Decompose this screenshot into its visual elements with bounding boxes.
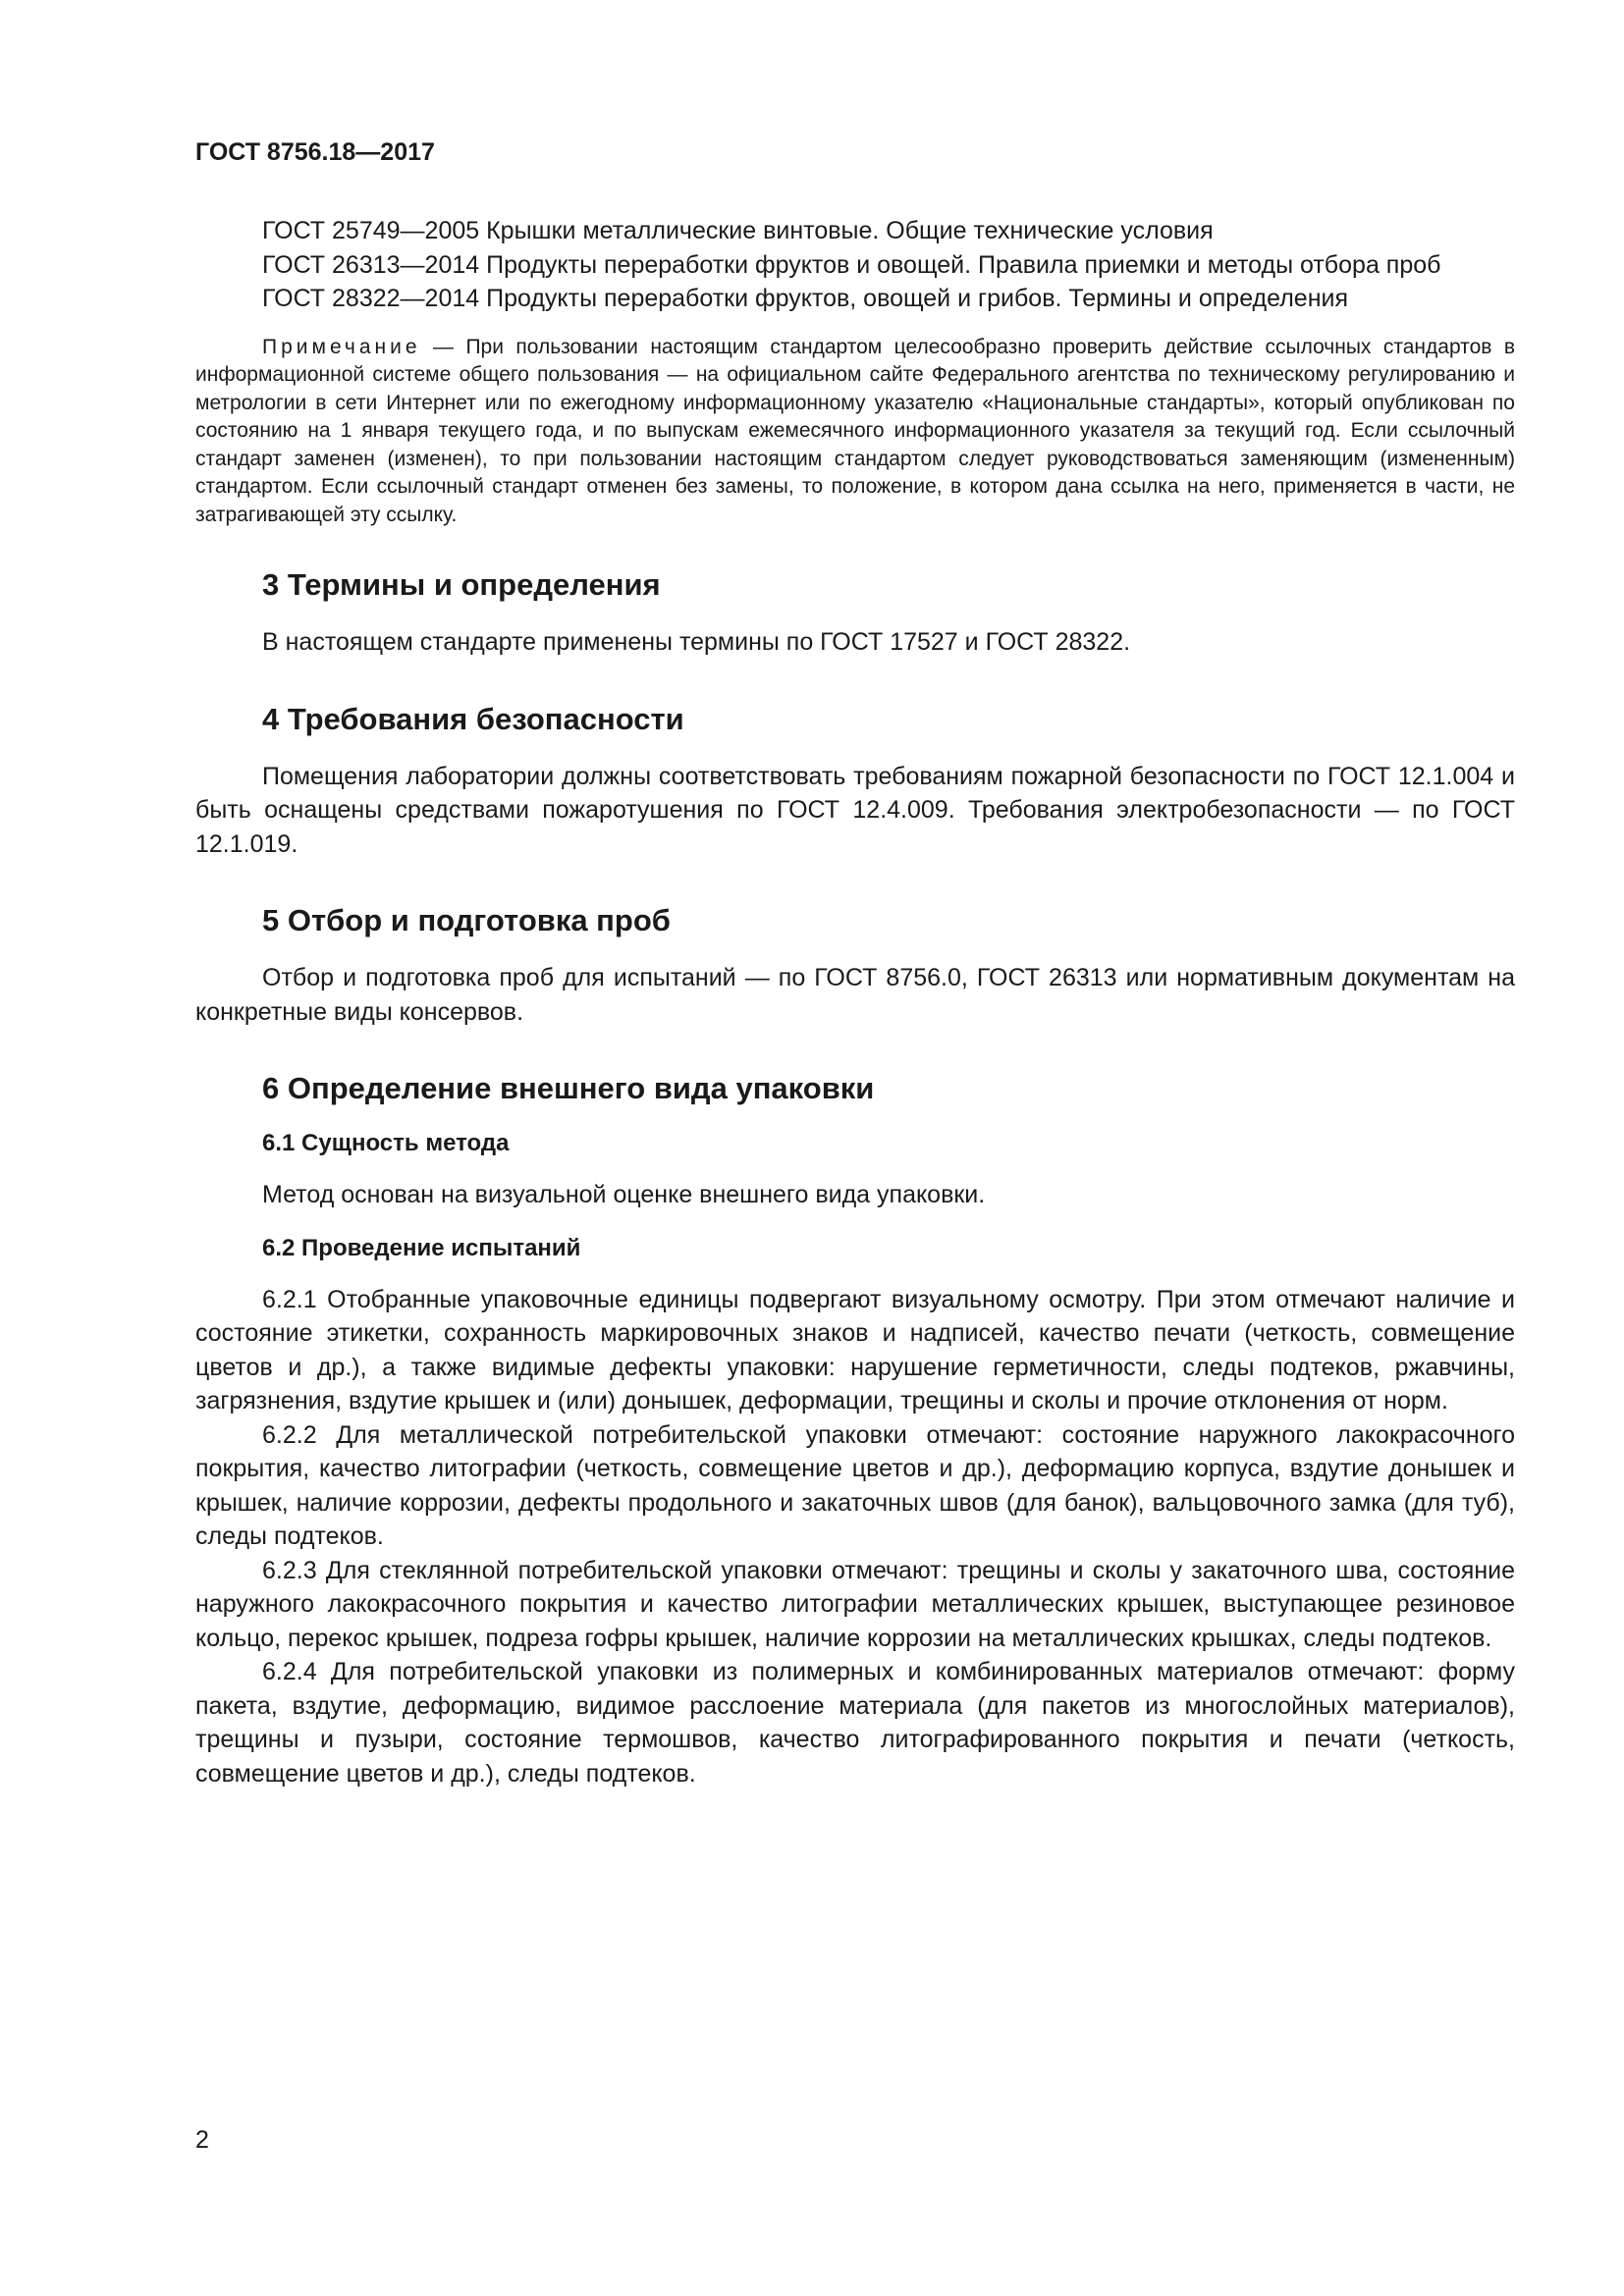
document-page — [195, 137, 1515, 1790]
section-4-text: Помещения лаборатории должны соответствовать требованиям пожарной безопасности по ГОСТ 12.1.004 и быть оснащены средствами пожаротушения по ГОСТ 12.4.009. Требования электробезопасности — по ГОСТ 12.1.019. — [195, 762, 1515, 858]
reference-gost-26313: ГОСТ 26313—2014 Продукты переработки фруктов и овощей. Правила приемки и методы отбора проб — [262, 250, 1441, 279]
section-6-1-text: Метод основан на визуальной оценке внешнего вида упаковки. — [262, 1181, 986, 1208]
paragraph-6-2-1: 6.2.1 Отобранные упаковочные единицы подвергают визуальному осмотру. При этом отмечают наличие и состояние этикетки, сохранность маркировочных знаков и надписей, качество печати (четкость, совмещение цветов и др.), а также видимые дефекты упаковки: нарушение герметичности, следы подтеков, ржавчины, загрязнения, вздутие крышек и (или) донышек, деформации, трещины и сколы и прочие отклонения от норм. — [195, 1285, 1515, 1415]
section-6-1-title: 6.1 Сущность метода — [262, 1130, 510, 1156]
section-6-2-title: 6.2 Проведение испытаний — [262, 1234, 581, 1261]
note-text: — При пользовании настоящим стандартом целесообразно проверить действие ссылочных стандартов в информационной системе общего пользования — на официальном сайте Федерального агентства по техническому регулированию и метрологии в сети Интернет или по ежегодному информационному указателю «Национальные стандарты», который опубликован по состоянию на 1 января текущего года, и по выпускам ежемесячного информационного указателя за текущий год. Если ссылочный стандарт заменен (изменен), то при пользовании настоящим стандартом следует руководствоваться заменяющим (измененным) стандартом. Если ссылочный стандарт отменен без замены, то положение, в котором дана ссылка на него, применяется в части, не затрагивающей эту ссылку. — [195, 335, 1515, 526]
section-6-title: 6 Определение внешнего вида упаковки — [262, 1071, 875, 1105]
reference-gost-28322: ГОСТ 28322—2014 Продукты переработки фруктов, овощей и грибов. Термины и определения — [262, 285, 1349, 312]
document-header-id: ГОСТ 8756.18—2017 — [195, 138, 435, 166]
section-5-title: 5 Отбор и подготовка проб — [262, 903, 671, 937]
section-4-title: 4 Требования безопасности — [262, 701, 684, 736]
paragraph-6-2-4: 6.2.4 Для потребительской упаковки из полимерных и комбинированных материалов отмечают: форму пакета, вздутие, деформацию, видимое расслоение материала (для пакетов из многослойных материалов), трещины и пузыри, состояние термошвов, качество литографированного покрытия и печати (четкость, совмещение цветов и др.), следы подтеков. — [195, 1658, 1515, 1788]
reference-gost-25749: ГОСТ 25749—2005 Крышки металлические винтовые. Общие технические условия — [262, 217, 1214, 244]
paragraph-6-2-2: 6.2.2 Для металлической потребительской упаковки отмечают: состояние наружного лакокрасочного покрытия, качество литографии (четкость, совмещение цветов и др.), деформацию корпуса, вздутие донышек и крышек, наличие коррозии, дефекты продольного и закаточных швов (для банок), вальцовочного замка (для туб), следы подтеков. — [195, 1420, 1515, 1550]
references-note — [195, 334, 1515, 530]
note-label: Примечание — [262, 335, 421, 358]
page-number: 2 — [195, 2126, 209, 2154]
section-3-title: 3 Термины и определения — [262, 567, 661, 602]
paragraph-6-2-3: 6.2.3 Для стеклянной потребительской упаковки отмечают: трещины и сколы у закаточного шва, состояние наружного лакокрасочного покрытия и качество литографии металлических крышек, выступающее резиновое кольцо, перекос крышек, подреза гофры крышек, наличие коррозии на металлических крышках, следы подтеков. — [195, 1556, 1515, 1652]
section-3-text: В настоящем стандарте применены термины по ГОСТ 17527 и ГОСТ 28322. — [262, 628, 1131, 656]
section-5-text: Отбор и подготовка проб для испытаний — по ГОСТ 8756.0, ГОСТ 26313 или нормативным документам на конкретные виды консервов. — [195, 964, 1515, 1026]
